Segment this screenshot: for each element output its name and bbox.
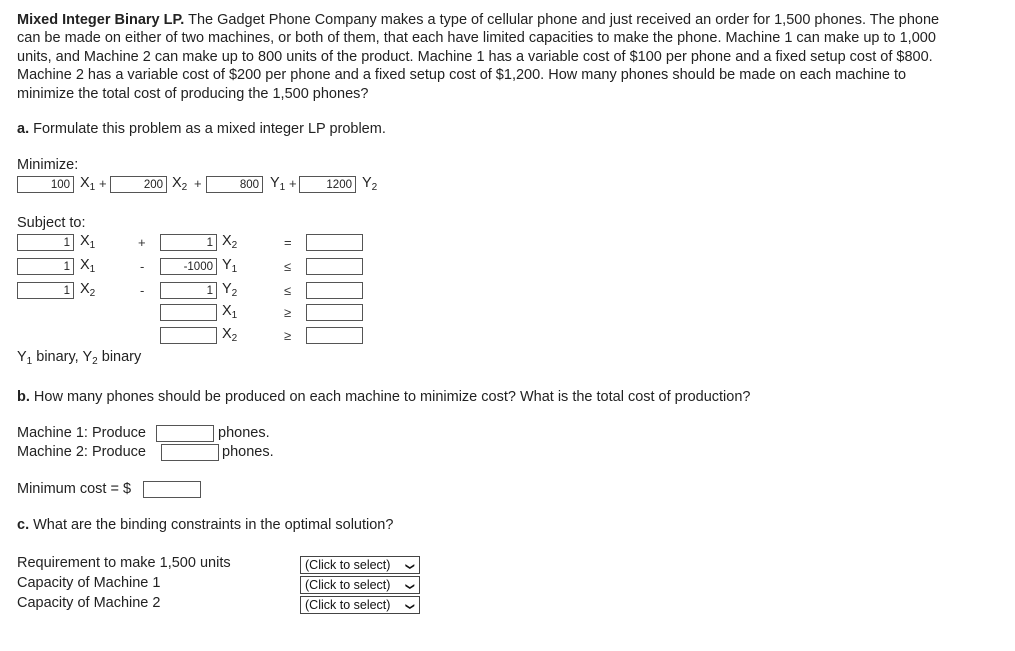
constraint1-rhs[interactable] xyxy=(306,234,363,251)
minimize-label: Minimize: xyxy=(17,157,79,173)
part-a-question xyxy=(17,121,386,137)
constraint3-relation: ≤ xyxy=(284,283,292,298)
binding-label-machine1: Capacity of Machine 1 xyxy=(17,575,161,591)
objective-var-x2: $X_2$ xyxy=(172,175,188,193)
chevron-down-icon: ❯ xyxy=(405,602,416,611)
constraint3-var1: $X_2$ xyxy=(80,281,96,299)
constraint3-var2: $Y_2$ xyxy=(222,281,238,299)
constraint4-relation: ≥ xyxy=(284,305,292,320)
problem-title: Mixed Integer Binary LP. xyxy=(17,12,185,28)
problem-text: The Gadget Phone Company makes a type of cellular phone and just received an order for 1,500 phones. The phone can be made on either of two machines, or both of them, that each have limited capacities to make the phone. Machine 1 can make up to 1,000 units, and Machine 2 can make up to 800 units of the product. Machine 1 has a variable cost of $100 per phone and a fixed setup cost of $800. Machine 2 has a variable cost of $200 per phone and a fixed setup cost of $1,200. How many phones should be made on each machine to minimize the total cost of producing the 1,500 phones? xyxy=(17,12,940,102)
objective-coef-x2[interactable]: 200 xyxy=(110,176,167,193)
constraint1-op: + xyxy=(138,235,146,250)
constraint2-op: - xyxy=(140,259,145,274)
chevron-down-icon: ❯ xyxy=(405,562,416,571)
machine2-input[interactable] xyxy=(161,444,219,461)
constraint3-op: - xyxy=(140,283,145,298)
part-c-letter: c. xyxy=(17,517,30,533)
constraint3-coef1[interactable]: 1 xyxy=(17,282,74,299)
min-cost-label: Minimum cost = $ xyxy=(17,481,132,497)
constraint4-var: $X_1$ xyxy=(222,303,238,321)
constraint1-relation: = xyxy=(284,235,292,250)
constraint5-relation: ≥ xyxy=(284,328,292,343)
objective-plus-2: + xyxy=(194,176,202,191)
constraint4-rhs[interactable] xyxy=(306,304,363,321)
objective-coef-y1[interactable]: 800 xyxy=(206,176,263,193)
binary-note: $Y_1$ binary, $Y_2$ binary xyxy=(17,349,142,367)
binding-select-machine2[interactable]: (Click to select) ❯ xyxy=(300,596,420,614)
constraint2-coef2[interactable]: -1000 xyxy=(160,258,217,275)
constraint2-relation: ≤ xyxy=(284,259,292,274)
binding-label-machine2: Capacity of Machine 2 xyxy=(17,595,161,611)
part-c-text: What are the binding constraints in the optimal solution? xyxy=(33,517,394,533)
problem-statement xyxy=(17,11,952,103)
binding-select-requirement[interactable]: (Click to select) ❯ xyxy=(300,556,420,574)
objective-coef-x1[interactable]: 100 xyxy=(17,176,74,193)
objective-plus-1: + xyxy=(99,176,107,191)
machine1-input[interactable] xyxy=(156,425,214,442)
objective-var-x1: $X_1$ xyxy=(80,175,96,193)
part-b-text: How many phones should be produced on each machine to minimize cost? What is the total cost of production? xyxy=(33,389,751,405)
constraint2-var2: $Y_1$ xyxy=(222,257,238,275)
machine1-unit: phones. xyxy=(218,425,270,441)
constraint2-rhs[interactable] xyxy=(306,258,363,275)
constraint1-var2: $X_2$ xyxy=(222,233,238,251)
machine1-label: Machine 1: Produce xyxy=(17,425,146,441)
constraint5-var: $X_2$ xyxy=(222,326,238,344)
constraint1-coef1[interactable]: 1 xyxy=(17,234,74,251)
constraint2-var1: $X_1$ xyxy=(80,257,96,275)
part-a-text: Formulate this problem as a mixed integer LP problem. xyxy=(33,121,386,137)
objective-var-y1: $Y_1$ xyxy=(270,175,286,193)
subject-to-label: Subject to: xyxy=(17,215,86,231)
objective-plus-3: + xyxy=(289,176,297,191)
part-b-letter: b. xyxy=(17,389,30,405)
part-a-letter: a. xyxy=(17,121,30,137)
min-cost-input[interactable] xyxy=(143,481,201,498)
constraint1-coef2[interactable]: 1 xyxy=(160,234,217,251)
constraint2-coef1[interactable]: 1 xyxy=(17,258,74,275)
objective-var-y2: $Y_2$ xyxy=(362,175,378,193)
machine2-unit: phones. xyxy=(222,444,274,460)
constraint5-rhs[interactable] xyxy=(306,327,363,344)
constraint1-var1: $X_1$ xyxy=(80,233,96,251)
constraint5-coef[interactable] xyxy=(160,327,217,344)
constraint4-coef[interactable] xyxy=(160,304,217,321)
binding-select-machine1[interactable]: (Click to select) ❯ xyxy=(300,576,420,594)
part-b-question xyxy=(17,389,750,405)
constraint3-rhs[interactable] xyxy=(306,282,363,299)
part-c-question xyxy=(17,517,393,533)
constraint3-coef2[interactable]: 1 xyxy=(160,282,217,299)
objective-coef-y2[interactable]: 1200 xyxy=(299,176,356,193)
machine2-label: Machine 2: Produce xyxy=(17,444,146,460)
chevron-down-icon: ❯ xyxy=(405,582,416,591)
binding-label-requirement: Requirement to make 1,500 units xyxy=(17,555,231,571)
